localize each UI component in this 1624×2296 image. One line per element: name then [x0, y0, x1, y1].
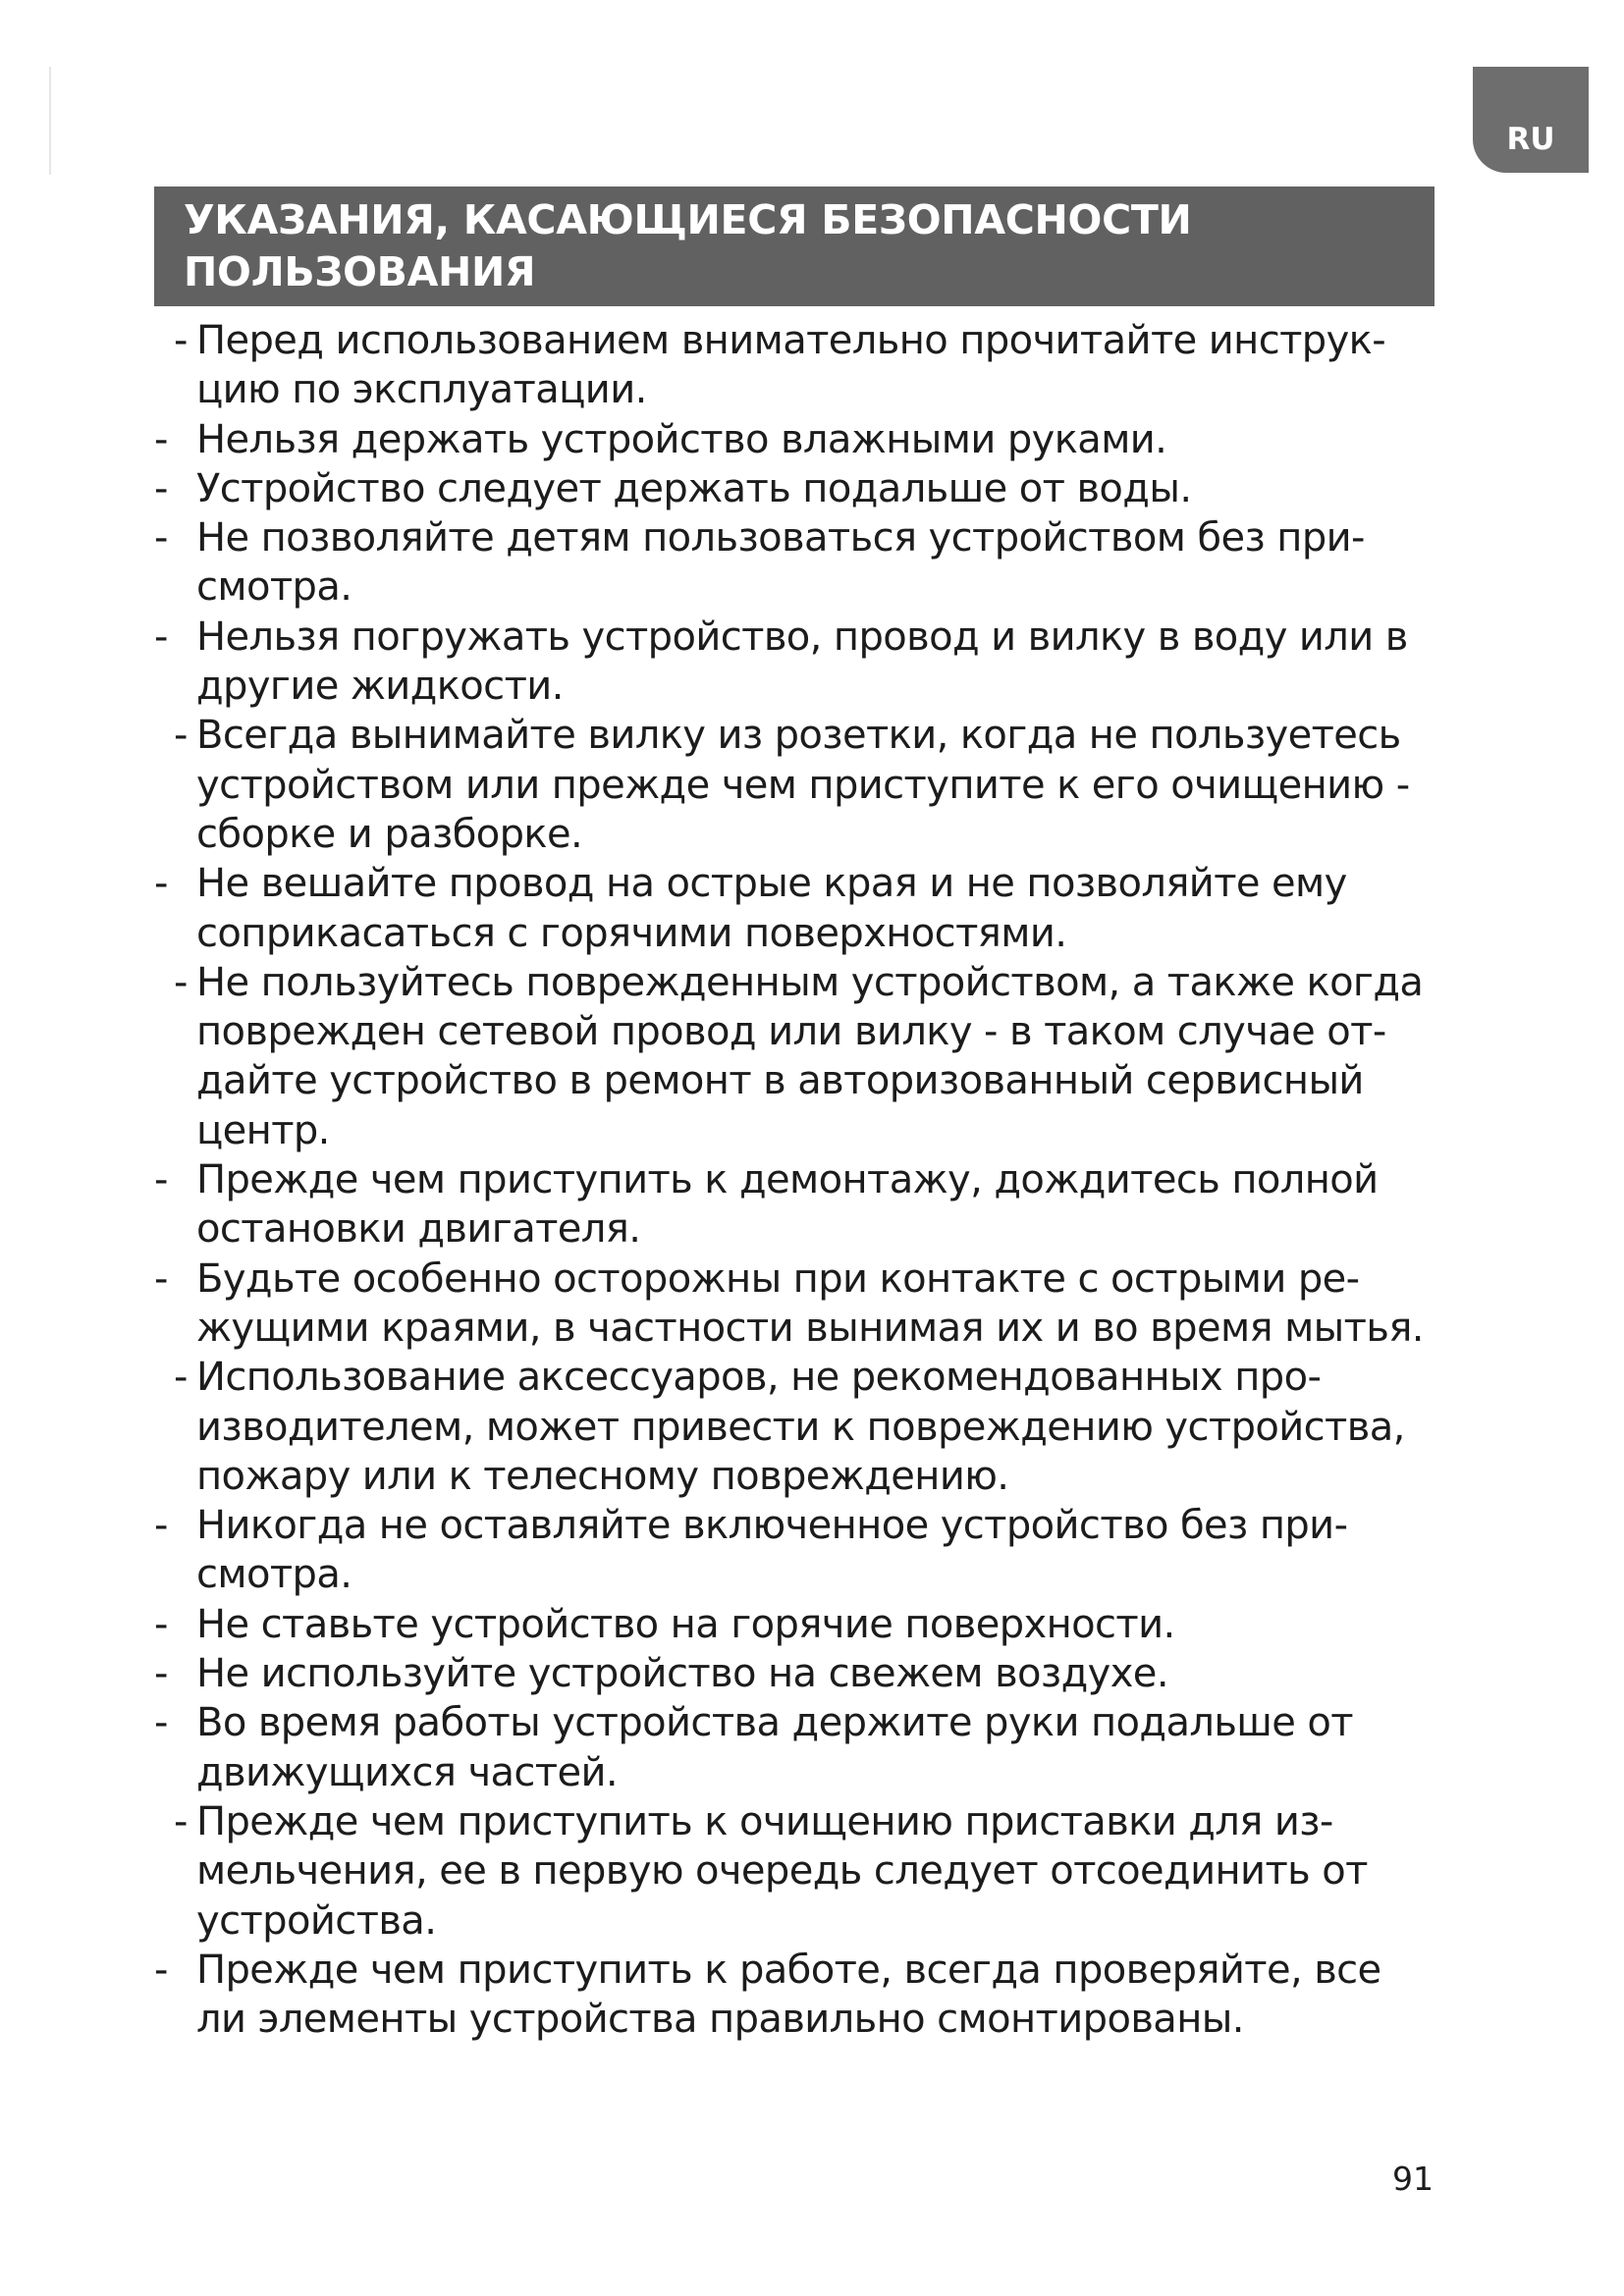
list-item — [154, 1353, 1435, 1501]
list-item — [154, 415, 1435, 464]
section-header — [154, 187, 1435, 306]
bullet-dash: - — [154, 465, 168, 511]
bullet-dash: - — [154, 861, 168, 907]
list-item-text: Использование аксессуаров, не рекомендованных про-изводителем, может привести к повреждению устройства, пожару или к телесному повреждению. — [196, 1355, 1405, 1499]
list-item-text: Не вешайте провод на острые края и не позволяйте ему соприкасаться с горячими поверхностями. — [196, 861, 1347, 956]
list-item — [154, 711, 1435, 859]
list-item — [154, 613, 1435, 712]
list-item-text: Никогда не оставляйте включенное устройство без при-смотра. — [196, 1503, 1348, 1598]
page-margin-line — [49, 67, 51, 175]
list-item — [154, 1698, 1435, 1797]
list-item-text: Нельзя погружать устройство, провод и вилку в воду или в другие жидкости. — [196, 614, 1408, 710]
bullet-dash: - — [174, 1798, 188, 1844]
list-item — [154, 1946, 1435, 2045]
section-title: УКАЗАНИЯ, КАСАЮЩИЕСЯ БЕЗОПАСНОСТИ ПОЛЬЗОВАНИЯ — [184, 196, 1192, 295]
list-item-text: Прежде чем приступить к очищению приставки для из-мельчения, ее в первую очередь следует отсоединить от устройства. — [196, 1798, 1368, 1944]
list-item-text: Во время работы устройства держите руки подальше от движущихся частей. — [196, 1700, 1353, 1795]
list-item-text: Нельзя держать устройство влажными руками. — [196, 416, 1167, 462]
list-item — [154, 958, 1435, 1155]
bullet-dash: - — [154, 1601, 168, 1647]
list-item — [154, 1155, 1435, 1255]
list-item-text: Не позволяйте детям пользоваться устройством без при-смотра. — [196, 515, 1365, 611]
list-item — [154, 464, 1435, 513]
bullet-dash: - — [154, 1700, 168, 1746]
bullet-dash: - — [154, 515, 168, 561]
list-item — [154, 316, 1435, 415]
page-number: 91 — [1392, 2160, 1434, 2198]
list-item-text: Устройство следует держать подальше от воды. — [196, 465, 1192, 511]
list-item — [154, 1255, 1435, 1354]
bullet-dash: - — [174, 713, 188, 759]
language-tab-label: RU — [1506, 122, 1555, 157]
bullet-dash: - — [154, 1503, 168, 1549]
list-item-text: Не используйте устройство на свежем воздухе. — [196, 1651, 1168, 1697]
list-item-text: Всегда вынимайте вилку из розетки, когда не пользуетесь устройством или прежде чем приступите к его очищению - сборке и разборке. — [196, 713, 1410, 857]
list-item-text: Прежде чем приступить к демонтажу, дождитесь полной остановки двигателя. — [196, 1157, 1379, 1253]
bullet-dash: - — [154, 1651, 168, 1697]
bullet-dash: - — [154, 1157, 168, 1203]
list-item — [154, 513, 1435, 613]
bullet-dash: - — [174, 318, 188, 363]
list-item-text: Будьте особенно осторожны при контакте с острыми ре-жущими краями, в частности вынимая их и во время мытья. — [196, 1255, 1424, 1351]
list-item-text: Прежде чем приступить к работе, всегда проверяйте, все ли элементы устройства правильно смонтированы. — [196, 1947, 1381, 2043]
list-item — [154, 1600, 1435, 1649]
bullet-dash: - — [174, 959, 188, 1005]
list-item-text: Не пользуйтесь поврежденным устройством, а также когда поврежден сетевой провод или вилку - в таком случае от-дайте устройство в ремонт в авторизованный сервисный центр. — [196, 959, 1424, 1153]
list-item — [154, 1649, 1435, 1698]
bullet-dash: - — [174, 1355, 188, 1401]
bullet-dash: - — [154, 614, 168, 660]
list-item — [154, 1797, 1435, 1946]
list-item — [154, 1501, 1435, 1600]
safety-instructions-list — [154, 316, 1435, 2044]
bullet-dash: - — [154, 1947, 168, 1993]
bullet-dash: - — [154, 416, 168, 462]
bullet-dash: - — [154, 1255, 168, 1302]
language-tab — [1473, 67, 1589, 173]
list-item-text: Перед использованием внимательно прочитайте инструк-цию по эксплуатации. — [196, 318, 1386, 413]
list-item — [154, 859, 1435, 958]
list-item-text: Не ставьте устройство на горячие поверхности. — [196, 1601, 1175, 1647]
